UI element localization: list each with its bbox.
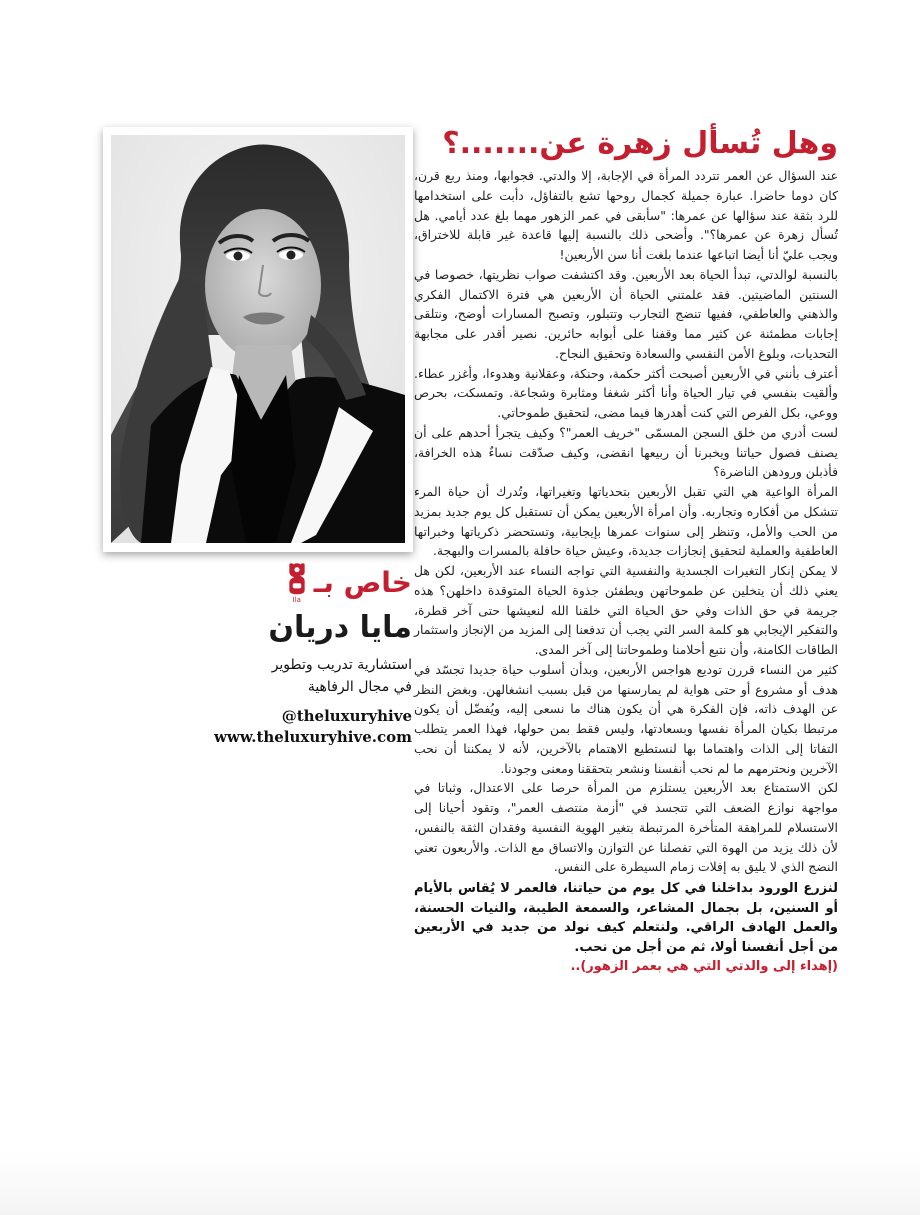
dedication: (إهداء إلى والدتي التي هي بعمر الزهور)..: [570, 959, 838, 975]
author-role-line: استشارية تدريب وتطوير: [271, 657, 412, 673]
article-paragraph: لا يمكن إنكار التغيرات الجسدية والنفسية التي تواجه النساء عند الأربعين، لكن هل يعني ذلك أن يتخلين عن طموحاتهن ويطفئن جذوة الحياة المتوقدة داخلهن؟ هذه جريمة في حق الذات وفي حق الحياة التي خلقنا الله لنعيشها حتى آخر قطرة، والتفكير الإيجابي هو كلمة السر التي يجب أن تدفعنا إلى المزيد من الإنجاز واستثمار الطاقات الكامنة، وأن نتبع أحلامنا وطموحاتنا إلى آخر المدى.: [414, 563, 838, 657]
author-photo: [111, 135, 405, 543]
article-paragraph: لكن الاستمتاع بعد الأربعين يستلزم من المرأة حرصا على الاعتدال، وثباتا في مواجهة نوازع الضعف التي تتجسد في "أزمة منتصف العمر"، وتقود أحيانا إلى الاستسلام للمراهقة المتأخرة المرتبطة بتغير الهوية النفسية وفقدان الثقة بالنفس، لأن ذلك يزيد من الهوة التي تفصلنا عن التوازن والاتساق مع الذات. والأربعون تعني النضج الذي لا يليق به إفلات زمام السيطرة على النفس.: [414, 780, 838, 875]
article-paragraph: لست أدري من خلق السجن المسمّى "خريف العمر"؟ وكيف يتجرأ أحدهم على أن يصنف فصول حياتنا ويخبرنا أن ربيعها انقضى، وكيف صدّقت نساءٌ هذه الخرافة، فأذبلن ورودهن الناضرة؟: [414, 424, 838, 480]
closing-statement: لنزرع الورود بداخلنا في كل يوم من حياتنا، فالعمر لا يُقاس بالأيام أو السنين، بل بجمال المشاعر، والسمعة الطيبة، والنيات الحسنة، والعمل الهادف الراقي. ولنتعلم كيف نولد من جديد في الأربعين من أجل أنفسنا أولا، ثم من أجل من نحب.: [414, 881, 838, 955]
social-handle[interactable]: @theluxuryhive: [281, 707, 412, 725]
author-portrait-icon: [111, 135, 405, 543]
website-link[interactable]: www.theluxuryhive.com: [214, 728, 412, 746]
magazine-logo: [286, 562, 308, 604]
author-info: [182, 560, 412, 748]
exclusive-to: [182, 560, 412, 606]
author-name: مايا دريان: [268, 610, 412, 645]
article-paragraph: المرأة الواعية هي التي تقبل الأربعين بتحدياتها وتغيراتها، وتُدرك أن حياة المرء تتشكل من أفكاره وتجاربه. وأن امرأة الأربعين يمكن أن تستقبل كل يوم جديد بمزيد من الحب والأمل، وتنظر إلى سنوات عمرها بإيجابية، وتستحضر ذكرياتها وخبراتها العاطفية والعملية لتحقيق إنجازات جديدة، وعيش حياة حافلة بالمسرات والبهجة.: [414, 484, 838, 559]
magazine-logo-icon: [286, 562, 308, 596]
article-title: وهل تُسأل زهرة عن.......؟: [442, 126, 838, 161]
article-paragraph: بالنسبة لوالدتي، تبدأ الحياة بعد الأربعين. وقد اكتشفت صواب نظريتها، خصوصا في السنتين الماضيتين. فقد علمتني الحياة أن الأربعين هي فترة الاكتمال الفكري والذهني والعاطفي، ففيها تنضج التجارب وتتبلور، وتصبح المسارات أوضح، ونتلقى إجابات مطمئنة عن كثير مما وقفنا على أبوابه حائرين. نصير أقدر على مجابهة التحديات، وبلوغ الأمن النفسي والسعادة وتحقيق النجاح.: [414, 266, 838, 361]
magazine-logo-text: Ila: [292, 596, 301, 604]
author-photo-frame: [103, 127, 413, 552]
article-paragraph: أعترف بأنني في الأربعين أصبحت أكثر حكمة، وحنكة، وعقلانية وهدوءا، وأغزر عطاء. وألقيت بنفسي في تيار الحياة وأنا أكثر شغفا ومثابرة وشجاعة. وتمسكت، بحرص ووعي، بكل الفرص التي كنت أهدرها فيما مضى، لتحقيق طموحاتي.: [414, 365, 838, 420]
article-paragraph: عند السؤال عن العمر تتردد المرأة في الإجابة، إلا والدتي. فجوابها، ومنذ ربع قرن، كان دوما حاضرا. عبارة جميلة كجمال روحها تشع بالتفاؤل، دأبت على استخدامها للرد بثقة عند سؤالها عن عمرها: "سأبقى في عمر الزهور مهما بلغ عدد أيامي. هل تُسأل زهرة عن عمرها؟". وأضحى ذلك بالنسبة إليها قاعدة غير قابلة للاختراق، ويجب عليّ أنا أيضا اتباعها عندما بلغت أنا سن الأربعين!: [414, 168, 838, 262]
author-role-line: في مجال الرفاهية: [307, 679, 412, 695]
exclusive-label: خاص بـ: [313, 566, 412, 599]
article-paragraph: كثير من النساء قررن توديع هواجس الأربعين، وبدأن أسلوب حياة جديدا تجسّد في هدف أو مشروع أو حتى هواية لم يمارسنها من قبل بسبب انشغالهن. وبغض النظر عن الهدف ذاته، فإن الفكرة هي أن يكون هناك ما نسعى إليه، ويُفضّل أن يكون مرتبطا بكيان المرأة نفسها وبسعادتها، وليس فقط بمن حولها، فهذا العمر يتطلب التفاتا إلى الذات واهتماما بها لنستطيع الاهتمام بالآخرين، لأنه لا يمكننا أن نحب الآخرين ونحترمهم ما لم نحب أنفسنا ونشعر بتحققنا ومعنى وجودنا.: [414, 661, 838, 776]
author-links: [182, 706, 412, 748]
author-role: [182, 654, 412, 698]
article-body: [414, 166, 838, 977]
